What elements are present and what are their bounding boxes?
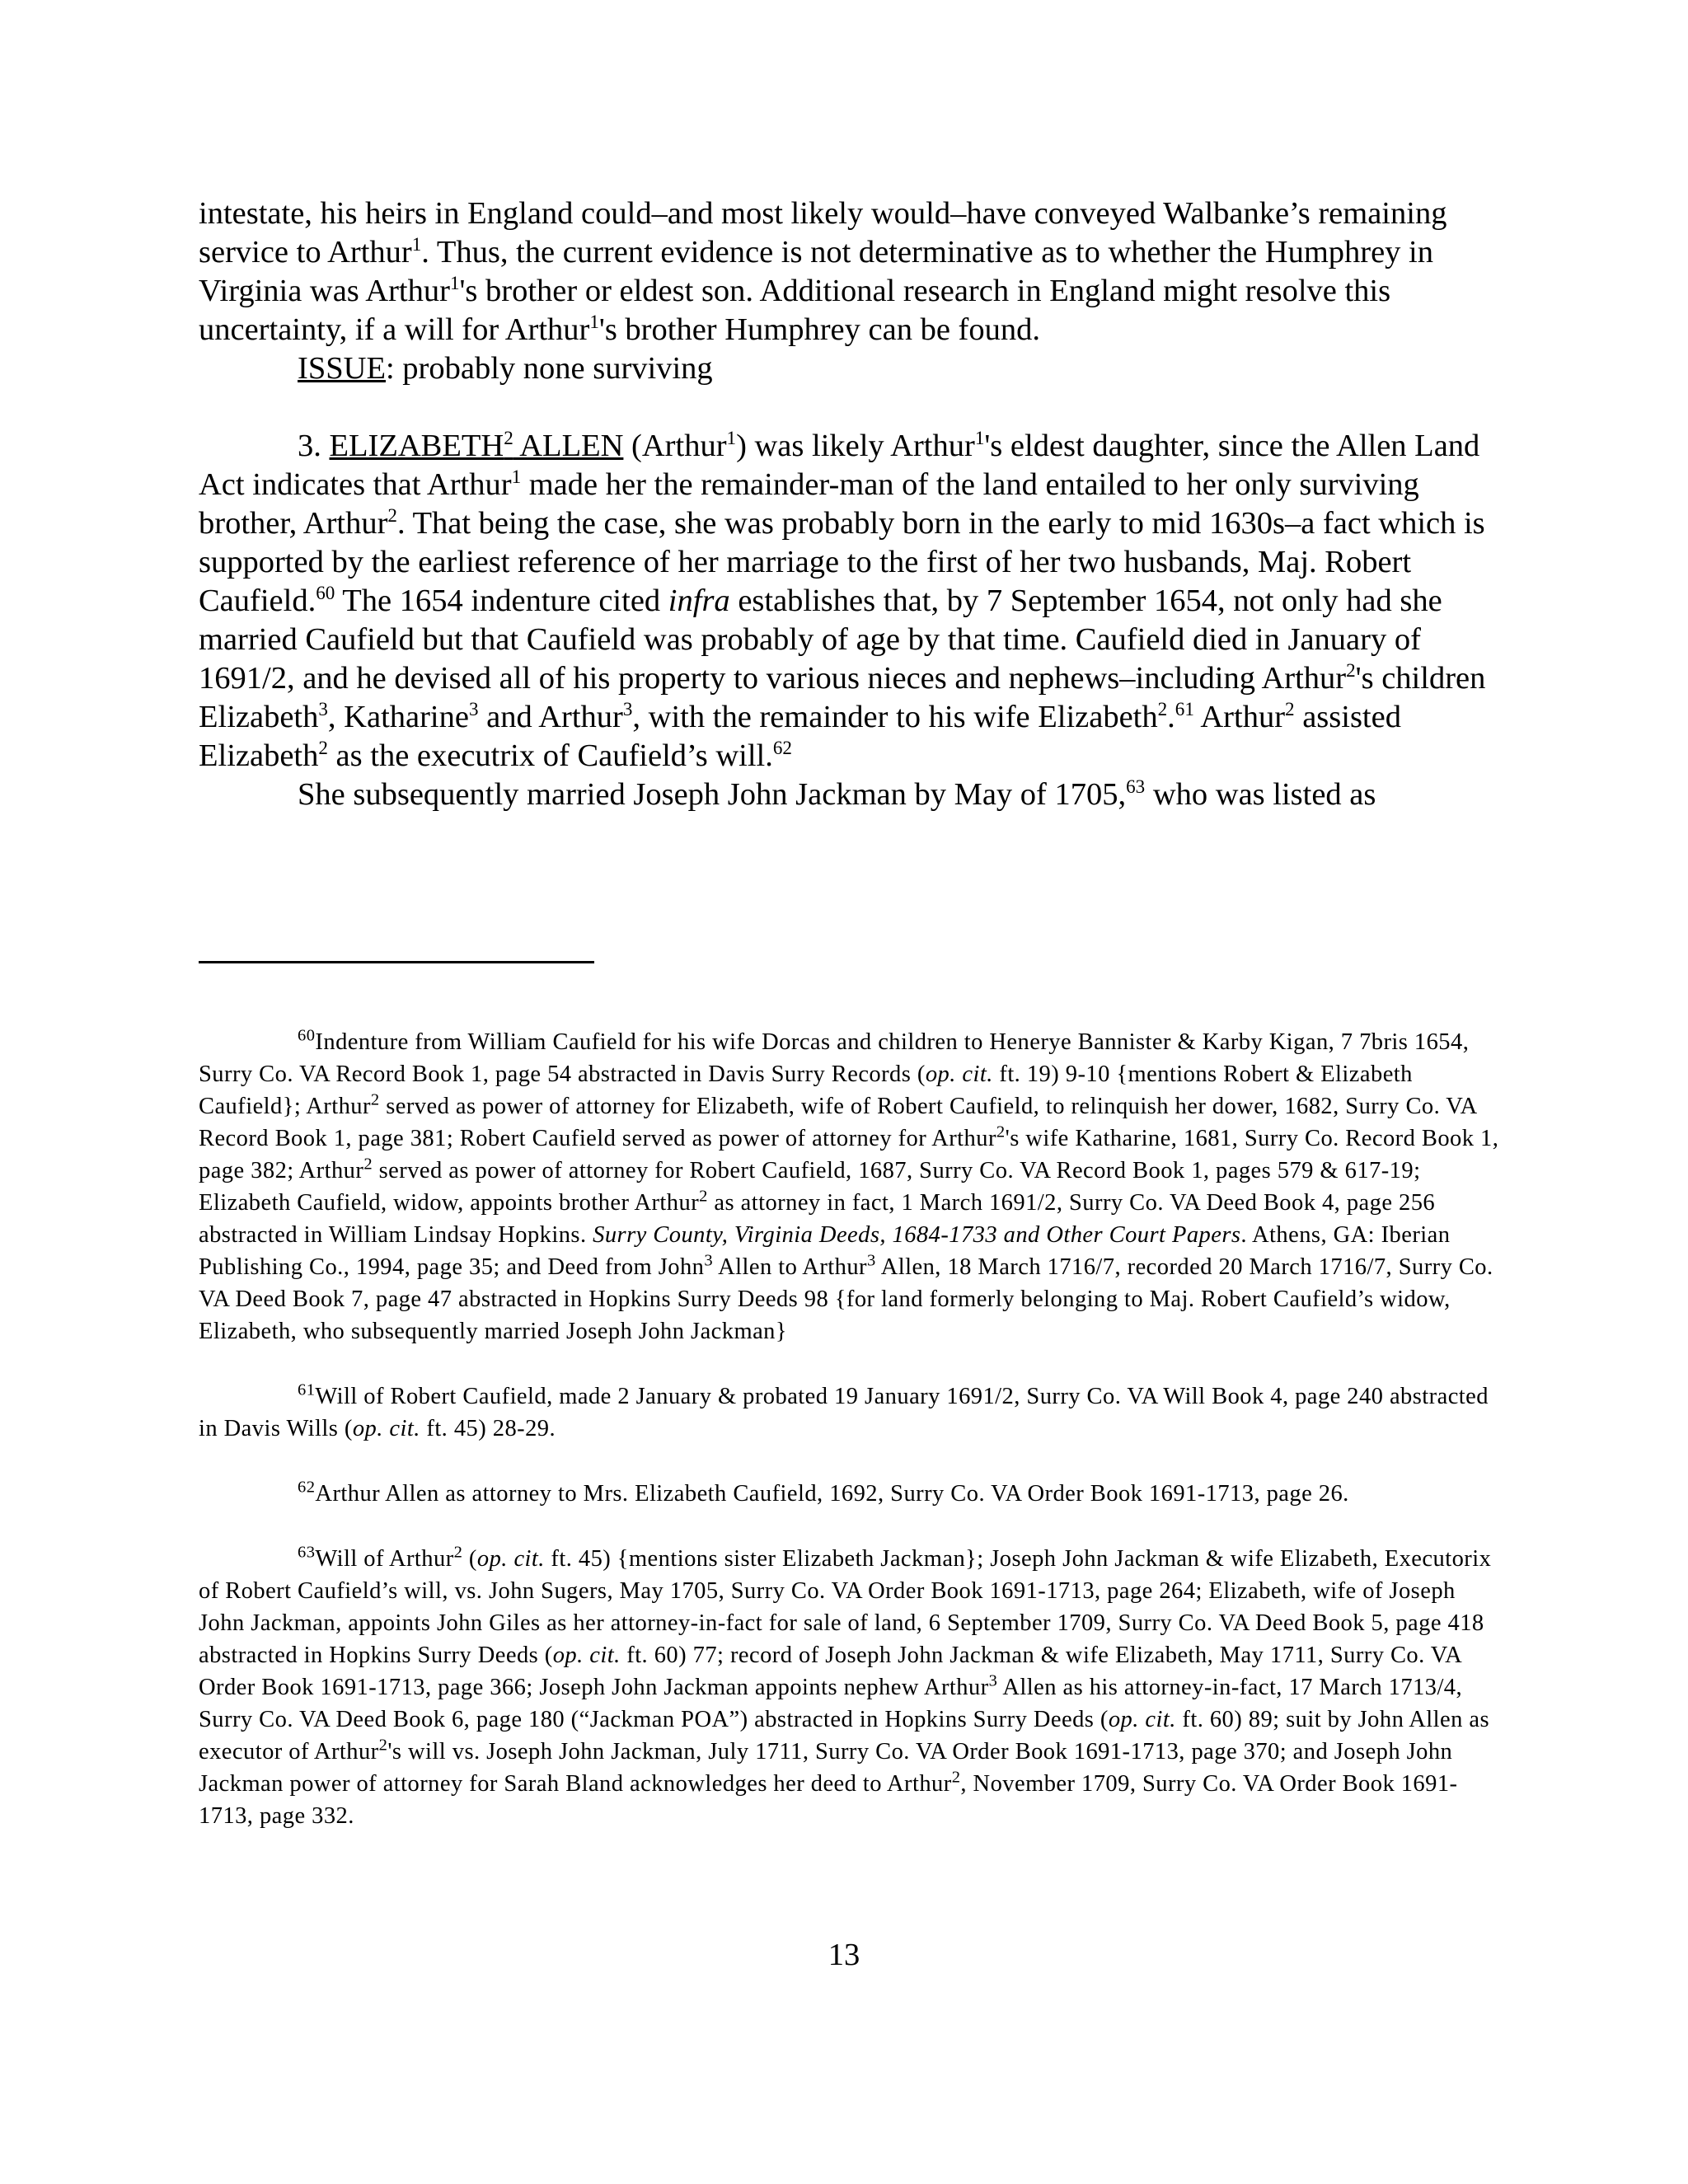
generation-superscript: 2 [951, 1768, 961, 1787]
generation-superscript: 2 [1346, 659, 1356, 682]
footnotes [199, 1026, 1505, 1865]
footnote-separator [199, 961, 594, 963]
generation-superscript: 2 [996, 1122, 1006, 1141]
footnote-62 [199, 1478, 1505, 1510]
entry-name-given: ELIZABETH [329, 429, 504, 463]
text-run: Allen, 18 March 1716/7, recorded 20 March 1716/7, Surry Co. VA Deed Book 7, page 47 abstracted in Hopkins Surry Deeds 98 {for land formerly belonging to Maj. Robert Caufield’s widow, Elizabeth, who subsequently married Joseph John Jackman} [199, 1254, 1493, 1344]
italic-book-title: Surry County, Virginia Deeds, 1684-1733 and Other Court Papers [593, 1222, 1241, 1248]
text-run: Arthur Allen as attorney to Mrs. Elizabeth Caufield, 1692, Surry Co. VA Order Book 1691-1713, page 26. [315, 1481, 1349, 1507]
paragraph-jackman-marriage [199, 776, 1501, 814]
generation-superscript: 2 [370, 1090, 380, 1109]
footnote-number: 60 [298, 1026, 316, 1045]
paragraph-elizabeth-allen [199, 427, 1501, 776]
text-run: ft. 60) 89; suit by John Allen as executor of Arthur [199, 1707, 1490, 1765]
generation-superscript: 3 [468, 698, 479, 720]
footnote-61 [199, 1380, 1505, 1445]
text-run: , with the remainder to his wife Elizabeth [632, 700, 1158, 734]
generation-superscript: 2 [504, 427, 513, 449]
entry-number: 3. [298, 429, 330, 463]
text-run: . [1167, 700, 1175, 734]
italic-term: infra [668, 583, 730, 618]
text-run: 's children Elizabeth [199, 661, 1486, 734]
text-run: 's will vs. Joseph John Jackman, July 1711, Surry Co. VA Order Book 1691-1713, page 370; and Joseph John Jackman power of attorney for Sarah Bland acknowledges her deed to Arthur [199, 1739, 1453, 1797]
paragraph-spacer [199, 388, 1501, 427]
main-text [199, 194, 1501, 814]
text-run: served as power of attorney for Robert Caufield, 1687, Surry Co. VA Record Book 1, pages 579 & 617-19; Elizabeth Caufield, widow, appoints brother Arthur [199, 1158, 1421, 1216]
page-number: 13 [828, 1938, 860, 1972]
text-run: She subsequently married Joseph John Jackman by May of 1705, [298, 777, 1127, 812]
text-run: 's eldest daughter, since the Allen Land Act indicates that Arthur [199, 429, 1480, 502]
footnote-number: 62 [298, 1478, 316, 1497]
generation-superscript: 2 [699, 1187, 708, 1206]
text-run: . That being the case, she was probably born in the early to mid 1630s–a fact which is supported by the earliest reference of her marriage to the first of her two husbands, Maj. Robert Caufield. [199, 506, 1485, 618]
generation-superscript: 2 [363, 1155, 373, 1174]
footnote-number: 61 [298, 1380, 316, 1399]
text-run: as attorney in fact, 1 March 1691/2, Surry Co. VA Deed Book 4, page 256 abstracted in William Lindsay Hopkins. [199, 1190, 1436, 1248]
footnote-ref-60[interactable]: 60 [316, 582, 335, 604]
generation-superscript: 3 [704, 1251, 714, 1270]
text-run: Arthur [1193, 700, 1286, 734]
text-run: The 1654 indenture cited [335, 583, 668, 618]
text-run: assisted Elizabeth [199, 700, 1401, 773]
text-run: served as power of attorney for Elizabeth, wife of Robert Caufield, to relinquish her dower, 1682, Surry Co. VA Record Book 1, page 381; Robert Caufield served as power of attorney for Arthur [199, 1094, 1477, 1151]
text-run: intestate, his heirs in England could–and most likely would–have conveyed Walbanke’s remaining service to Arthur [199, 196, 1447, 269]
generation-superscript: 3 [988, 1671, 998, 1690]
generation-superscript: 3 [867, 1251, 876, 1270]
text-run: Will of Arthur [315, 1546, 454, 1572]
text-run: ) was likely Arthur [736, 429, 975, 463]
generation-superscript: 1 [974, 427, 985, 449]
generation-superscript: 2 [1157, 698, 1168, 720]
generation-superscript: 1 [726, 427, 737, 449]
footnote-ref-62[interactable]: 62 [772, 737, 792, 759]
italic-citation: op. cit. [552, 1643, 621, 1668]
text-run: 's wife Katharine, 1681, Surry Co. Record Book 1, page 382; Arthur [199, 1126, 1499, 1183]
generation-superscript: 2 [1285, 698, 1295, 720]
text-run: establishes that, by 7 September 1654, not only had she married Caufield but that Caufield was probably of age by that time. Caufield died in January of 1691/2, and he devised all of his property to various nieces and nephews–including Arthur [199, 583, 1442, 696]
text-run: as the executrix of Caufield’s will. [327, 738, 773, 773]
footnote-number: 63 [298, 1543, 316, 1562]
italic-citation: op. cit. [352, 1416, 420, 1441]
generation-superscript: 2 [318, 737, 328, 759]
text-run: Indenture from William Caufield for his wife Dorcas and children to Henerye Bannister & Karby Kigan, 7 7bris 1654, Surry Co. VA Record Book 1, page 54 abstracted in Davis Surry Records ( [199, 1029, 1470, 1087]
entry-name-surname: ALLEN [513, 429, 624, 463]
generation-superscript: 2 [387, 504, 397, 527]
text-run: , Katharine [327, 700, 469, 734]
text-run: 's brother or eldest son. Additional research in England might resolve this uncertainty, if a will for Arthur [199, 274, 1391, 347]
text-run: and Arthur [478, 700, 623, 734]
text-run: made her the remainder-man of the land entailed to her only surviving brother, Arthur [199, 467, 1419, 541]
text-run: Allen as his attorney-in-fact, 17 March 1713/4, Surry Co. VA Deed Book 6, page 180 (“Jackman POA”) abstracted in Hopkins Surry Deeds ( [199, 1675, 1463, 1732]
generation-superscript: 1 [511, 466, 522, 488]
issue-label: ISSUE [298, 351, 386, 386]
generation-superscript: 3 [622, 698, 633, 720]
text-run: (Arthur [623, 429, 727, 463]
text-run: Will of Robert Caufield, made 2 January & probated 19 January 1691/2, Surry Co. VA Will Book 4, page 240 abstracted in Davis Wills ( [199, 1384, 1489, 1441]
italic-citation: op. cit. [1108, 1707, 1176, 1732]
generation-superscript: 2 [453, 1543, 463, 1562]
text-run: . Thus, the current evidence is not determinative as to whether the Humphrey in Virginia was Arthur [199, 235, 1433, 308]
generation-superscript: 1 [411, 233, 422, 255]
text-run: . Athens, GA: Iberian Publishing Co., 1994, page 35; and Deed from John [199, 1222, 1451, 1280]
italic-citation: op. cit. [476, 1546, 545, 1572]
italic-citation: op. cit. [925, 1062, 993, 1087]
footnote-ref-61[interactable]: 61 [1175, 698, 1194, 720]
text-run: ft. 45) 28-29. [420, 1416, 556, 1441]
generation-superscript: 3 [318, 698, 328, 720]
text-run: who was listed as [1145, 777, 1376, 812]
footnote-ref-63[interactable]: 63 [1126, 776, 1146, 798]
generation-superscript: 2 [378, 1736, 388, 1755]
generation-superscript: 1 [589, 311, 599, 333]
text-run: ( [462, 1546, 477, 1572]
footnote-60 [199, 1026, 1505, 1347]
text-run: ft. 45) {mentions sister Elizabeth Jackman}; Joseph John Jackman & wife Elizabeth, Executorix of Robert Caufield’s will, vs. John Sugers, May 1705, Surry Co. VA Order Book 1691-1713, page 264; Elizabeth, wife of Joseph John Jackman, appoints John Giles as her attorney-in-fact for sale of land, 6 September 1709, Surry Co. VA Deed Book 5, page 418 abstracted in Hopkins Surry Deeds ( [199, 1546, 1492, 1668]
text-run: Allen to Arthur [713, 1254, 867, 1280]
text-run: , November 1709, Surry Co. VA Order Book 1691-1713, page 332. [199, 1771, 1458, 1829]
issue-text: : probably none surviving [385, 351, 713, 386]
entry-name-heading [330, 429, 624, 463]
text-run: ft. 19) 9-10 {mentions Robert & Elizabeth Caufield}; Arthur [199, 1062, 1413, 1119]
issue-line [199, 349, 1501, 388]
footnote-63 [199, 1543, 1505, 1832]
text-run: ft. 60) 77; record of Joseph John Jackman & wife Elizabeth, May 1711, Surry Co. VA Order Book 1691-1713, page 366; Joseph John Jackman appoints nephew Arthur [199, 1643, 1461, 1700]
text-run: 's brother Humphrey can be found. [598, 312, 1040, 347]
paragraph-humphrey-continuation [199, 194, 1501, 349]
generation-superscript: 1 [449, 272, 460, 294]
